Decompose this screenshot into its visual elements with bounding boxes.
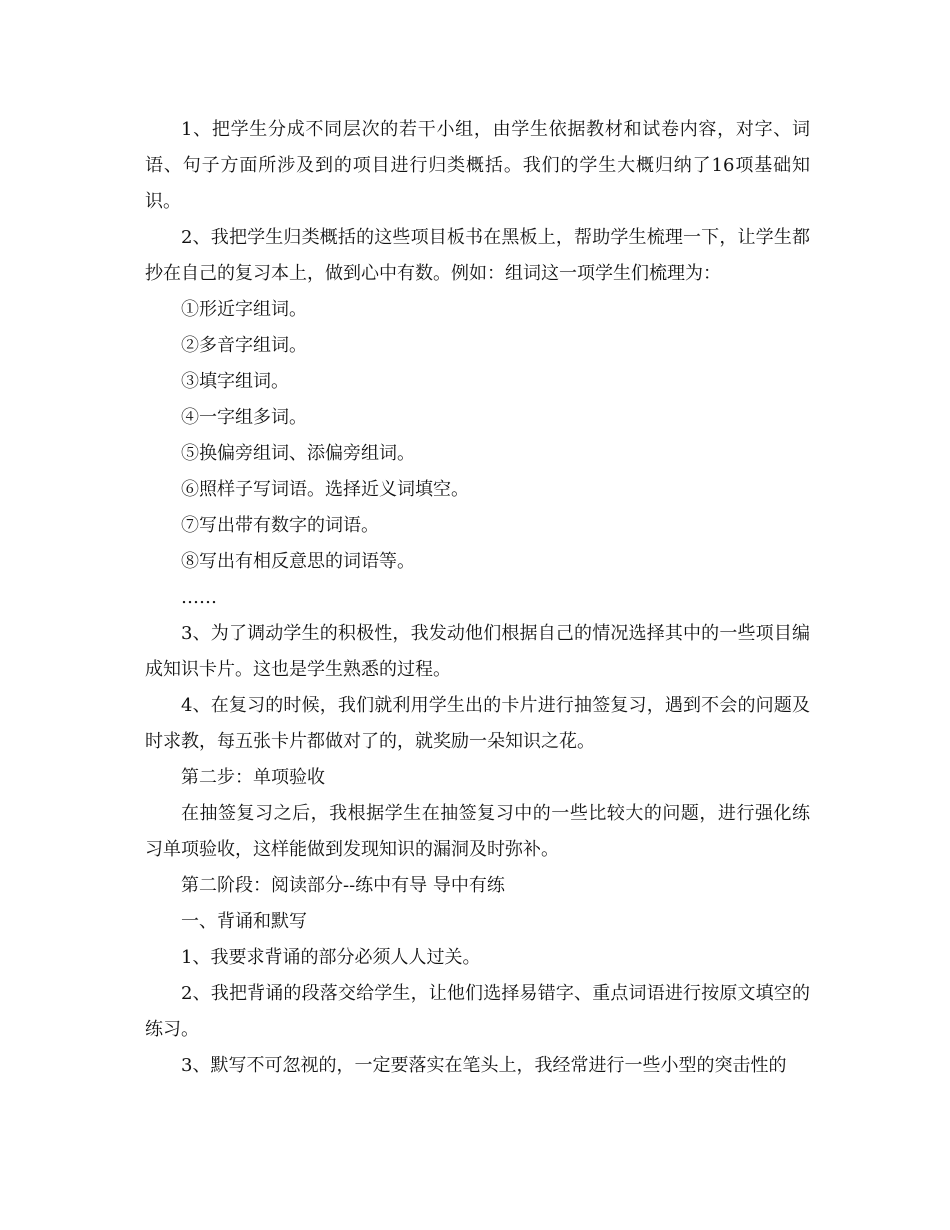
heading-stage-two: 第二阶段：阅读部分--练中有导 导中有练 xyxy=(181,875,505,896)
heading-recite-dictation: 一、背诵和默写 xyxy=(181,911,307,932)
paragraph-recite-1: 1、我要求背诵的部分必须人人过关。 xyxy=(181,947,481,968)
paragraph-blackboard: 2、我把学生归类概括的这些项目板书在黑板上，帮助学生梳理一下，让学生都抄在自己的复习本上，做到心中有数。例如：组词这一项学生们梳理为： xyxy=(145,227,810,284)
list-item-7: ⑦写出带有数字的词语。 xyxy=(181,515,379,536)
list-item-3: ③填字组词。 xyxy=(181,371,289,392)
paragraph-recite-3: 3、默写不可忽视的，一定要落实在笔头上，我经常进行一些小型的突击性的 xyxy=(181,1055,787,1076)
heading-step-two: 第二步：单项验收 xyxy=(181,767,325,788)
paragraph-acceptance: 在抽签复习之后，我根据学生在抽签复习中的一些比较大的问题，进行强化练习单项验收，这样能做到发现知识的漏洞及时弥补。 xyxy=(145,803,810,860)
document-body xyxy=(145,112,810,1084)
list-item-2: ②多音字组词。 xyxy=(181,335,307,356)
list-item-6: ⑥照样子写词语。选择近义词填空。 xyxy=(181,479,469,500)
list-item-5: ⑤换偏旁组词、添偏旁组词。 xyxy=(181,443,415,464)
paragraph-recite-2: 2、我把背诵的段落交给学生，让他们选择易错字、重点词语进行按原文填空的练习。 xyxy=(145,983,810,1040)
ellipsis: …… xyxy=(181,587,217,608)
list-item-1: ①形近字组词。 xyxy=(181,299,307,320)
paragraph-grouping: 1、把学生分成不同层次的若干小组，由学生依据教材和试卷内容，对字、词语、句子方面所涉及到的项目进行归类概括。我们的学生大概归纳了16项基础知识。 xyxy=(145,119,810,212)
paragraph-review: 4、在复习的时候，我们就利用学生出的卡片进行抽签复习，遇到不会的问题及时求教，每五张卡片都做对了的，就奖励一朵知识之花。 xyxy=(145,695,810,752)
list-item-8: ⑧写出有相反意思的词语等。 xyxy=(181,551,415,572)
paragraph-cards: 3、为了调动学生的积极性，我发动他们根据自己的情况选择其中的一些项目编成知识卡片。这也是学生熟悉的过程。 xyxy=(145,623,810,680)
list-item-4: ④一字组多词。 xyxy=(181,407,307,428)
